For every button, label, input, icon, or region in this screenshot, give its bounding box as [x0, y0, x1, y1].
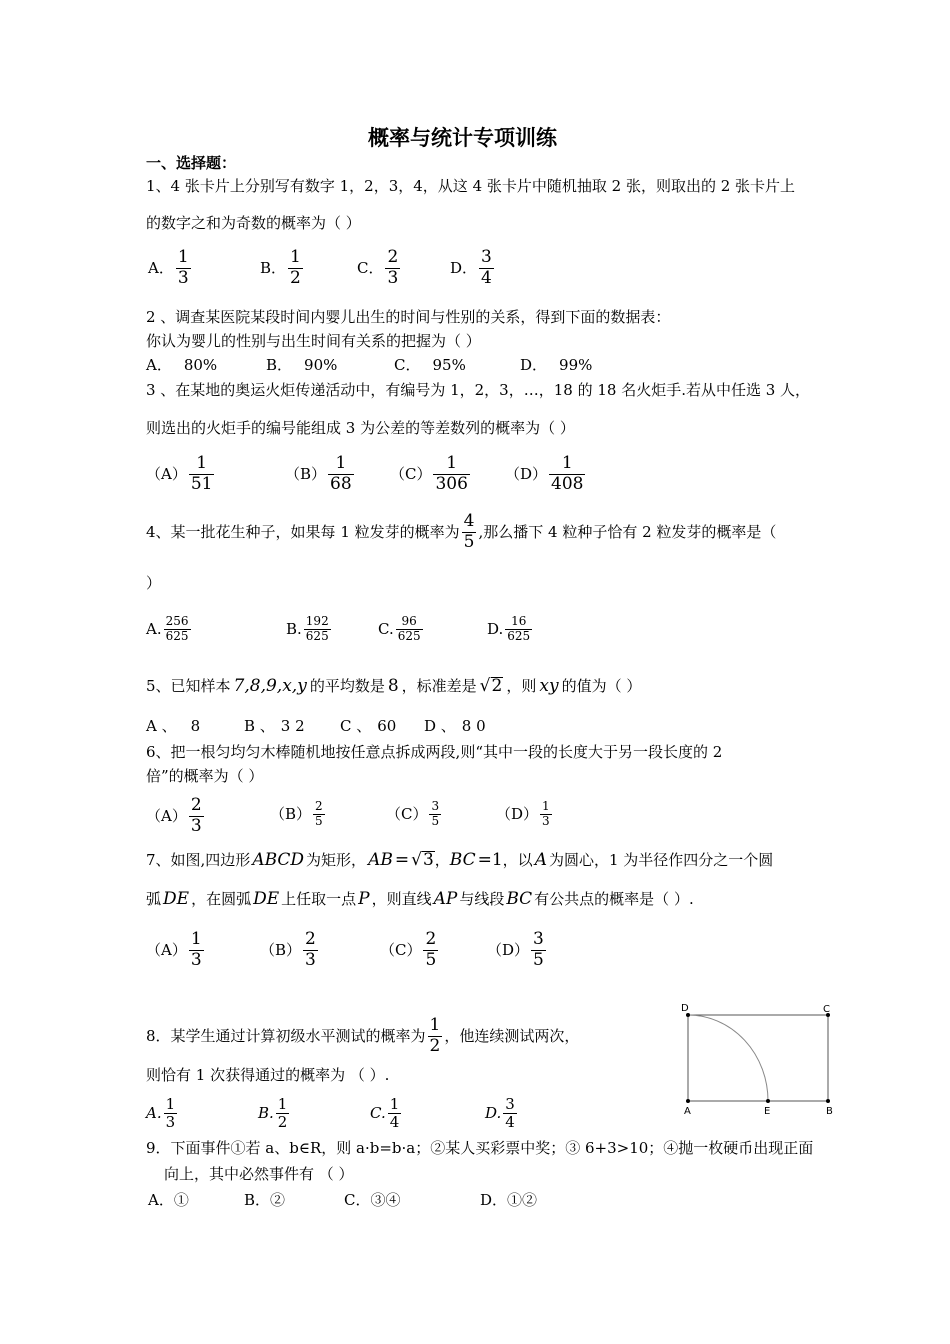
- q8-line1: 8．某学生通过计算初级水平测试的概率为 $\frac{1}{2}$ ，他连续测试两次，: [146, 1015, 580, 1056]
- option-fraction: $\frac{1}{3}$: [190, 929, 202, 970]
- q1-line2: 的数字之和为奇数的概率为（ ）: [146, 214, 361, 232]
- q9-option-a: A．①: [148, 1191, 189, 1209]
- q4-option-d: D. $\frac{16}{625}$: [487, 614, 531, 643]
- q3-option-a: （A） $\frac{1}{51}$: [146, 453, 213, 494]
- q9-option-b: B．②: [244, 1191, 286, 1209]
- q3-option-d: （D） $\frac{1}{408}$: [505, 453, 584, 494]
- q5-option-d: D 、 8 0: [424, 717, 486, 735]
- option-label: D．: [450, 258, 478, 277]
- q9-option-c: C．③④: [344, 1191, 401, 1209]
- option-fraction: $\frac{2}{3}$: [190, 795, 202, 836]
- q6-line1: 6、把一根匀均匀木棒随机地按任意点拆成两段,则“其中一段的长度大于另一段长度的 2: [146, 743, 723, 761]
- q9-line2: 向上，其中必然事件有 （ ）: [164, 1165, 354, 1183]
- page-title: 概率与统计专项训练: [368, 126, 557, 150]
- option-fraction: $\frac{2}{3}$: [387, 247, 399, 288]
- q6-option-d: （D） $\frac{1}{3}$: [496, 799, 550, 828]
- q7-option-c: （C） $\frac{2}{5}$: [380, 929, 437, 970]
- q4-line2: ）: [146, 574, 162, 592]
- inline-fraction: $\frac{4}{5}$: [463, 511, 475, 552]
- point-e: [766, 1099, 770, 1103]
- option-fraction: $\frac{1}{2}$: [290, 247, 301, 288]
- option-fraction: $\frac{2}{5}$: [315, 799, 323, 828]
- option-fraction: $\frac{3}{4}$: [505, 1095, 515, 1132]
- q1-option-d: [450, 248, 496, 288]
- section-heading: 一、选择题：: [146, 154, 237, 172]
- q4-option-a: A. $\frac{256}{625}$: [146, 614, 189, 643]
- q5-option-a: A 、 8: [146, 717, 201, 735]
- q8-option-c: C. $\frac{1}{4}$: [370, 1095, 400, 1132]
- q4-option-c: C. $\frac{96}{625}$: [378, 614, 421, 643]
- option-fraction: $\frac{1}{3}$: [542, 799, 550, 828]
- q1-option-c: [357, 248, 402, 288]
- q9-line1: 9．下面事件①若 a、b∈R，则 a·b=b·a；②某人买彩票中奖；③ 6+3>10；④抛一枚硬币出现正面: [146, 1139, 814, 1157]
- sqrt-symbol: √ 3: [411, 850, 434, 870]
- option-fraction: $\frac{96}{625}$: [397, 614, 421, 643]
- q6-line2: 倍”的概率为（ ）: [146, 767, 264, 785]
- q7-option-a: （A） $\frac{1}{3}$: [146, 929, 202, 970]
- option-fraction: $\frac{1}{3}$: [177, 247, 189, 288]
- quarter-arc-de: [688, 1015, 768, 1101]
- option-fraction: $\frac{1}{3}$: [165, 1095, 176, 1132]
- q3-line1: 3 、在某地的奥运火炬传递活动中，有编号为 1，2，3，…，18 的 18 名火炬手.若从中任选 3 人，: [146, 381, 811, 399]
- label-a: A: [684, 1106, 691, 1117]
- q7-option-d: （D） $\frac{3}{5}$: [487, 929, 544, 970]
- q8-option-d: D. $\frac{3}{4}$: [485, 1095, 515, 1132]
- option-fraction: $\frac{3}{4}$: [481, 247, 492, 288]
- inline-fraction: $\frac{1}{2}$: [429, 1015, 441, 1056]
- q4-option-b: B. $\frac{192}{625}$: [286, 614, 329, 643]
- option-fraction: $\frac{1}{2}$: [277, 1095, 288, 1132]
- q8-line2: 则恰有 1 次获得通过的概率为 （ ）.: [146, 1066, 390, 1084]
- q3-line2: 则选出的火炬手的编号能组成 3 为公差的等差数列的概率为（ ）: [146, 419, 575, 437]
- q2-option-c: C． 95%: [394, 356, 466, 374]
- option-fraction: $\frac{1}{306}$: [435, 453, 468, 494]
- option-fraction: $\frac{3}{5}$: [533, 929, 544, 970]
- label-c: C: [823, 1004, 830, 1015]
- q5-option-c: C 、 60: [340, 717, 397, 735]
- q5-sample: 7,8,9,x,y: [233, 675, 307, 696]
- point-b: [826, 1099, 830, 1103]
- label-e: E: [764, 1106, 771, 1117]
- point-a: [686, 1099, 690, 1103]
- label-b: B: [826, 1106, 833, 1117]
- q9-option-d: D．①②: [480, 1191, 538, 1209]
- q2-line1: 2 、调查某医院某段时间内婴儿出生的时间与性别的关系，得到下面的数据表：: [146, 308, 671, 326]
- q7-line2: 弧 DE ，在圆弧 DE 上任取一点 P ，则直线 AP 与线段 BC 有公共点的概率是（ ）.: [146, 889, 694, 909]
- q5-option-b: B 、 3 2: [244, 717, 305, 735]
- option-fraction: $\frac{256}{625}$: [165, 614, 189, 643]
- option-fraction: $\frac{192}{625}$: [305, 614, 329, 643]
- q5-line1: 5、已知样本 7,8,9,x,y 的平均数是 8 ，标准差是 √ 2 ，则 xy 的值为（ ）: [146, 675, 642, 696]
- option-fraction: $\frac{1}{4}$: [389, 1095, 400, 1132]
- q6-option-a: （A） $\frac{2}{3}$: [146, 795, 202, 836]
- option-label: B．: [260, 258, 287, 277]
- q6-option-b: （B） $\frac{2}{5}$: [270, 799, 323, 828]
- option-label: A．: [148, 258, 174, 277]
- q1-option-b: [260, 248, 305, 288]
- q2-line2: 你认为婴儿的性别与出生时间有关系的把握为（ ）: [146, 332, 481, 350]
- rectangle-abcd: [688, 1015, 828, 1101]
- option-fraction: $\frac{2}{5}$: [425, 929, 437, 970]
- q8-option-a: A. $\frac{1}{3}$: [146, 1095, 176, 1132]
- q6-option-c: （C） $\frac{3}{5}$: [386, 799, 440, 828]
- option-label: C．: [357, 258, 384, 277]
- q2-option-a: A． 80%: [146, 356, 218, 374]
- option-fraction: $\frac{3}{5}$: [431, 799, 440, 828]
- option-fraction: $\frac{1}{51}$: [190, 453, 213, 494]
- q8-option-b: B. $\frac{1}{2}$: [258, 1095, 288, 1132]
- q7-line1: 7、如图,四边形 ABCD 为矩形， AB = √ 3 ， BC =1 ，以 A 为圆心，1 为半径作四分之一个圆: [146, 849, 774, 870]
- option-fraction: $\frac{1}{408}$: [551, 453, 584, 494]
- sqrt-symbol: √ 2: [479, 676, 503, 696]
- q2-option-d: D． 99%: [520, 356, 593, 374]
- option-fraction: $\frac{1}{68}$: [330, 453, 352, 494]
- q7-option-b: （B） $\frac{2}{3}$: [260, 929, 316, 970]
- q4-line1: 4、某一批花生种子，如果每 1 粒发芽的概率为 $\frac{4}{5}$ ,那么播下 4 粒种子恰有 2 粒发芽的概率是（: [146, 511, 777, 552]
- label-d: D: [681, 1003, 689, 1014]
- q1-option-a: [148, 248, 193, 288]
- q2-option-b: B． 90%: [266, 356, 338, 374]
- q1-line1: 1、4 张卡片上分别写有数字 1，2，3，4，从这 4 张卡片中随机抽取 2 张，则取出的 2 张卡片上: [146, 177, 796, 195]
- option-fraction: $\frac{2}{3}$: [305, 929, 316, 970]
- q3-option-c: （C） $\frac{1}{306}$: [390, 453, 468, 494]
- rectangle-quarter-arc-figure: [676, 1000, 840, 1122]
- q3-option-b: （B） $\frac{1}{68}$: [285, 453, 352, 494]
- option-fraction: $\frac{16}{625}$: [507, 614, 531, 643]
